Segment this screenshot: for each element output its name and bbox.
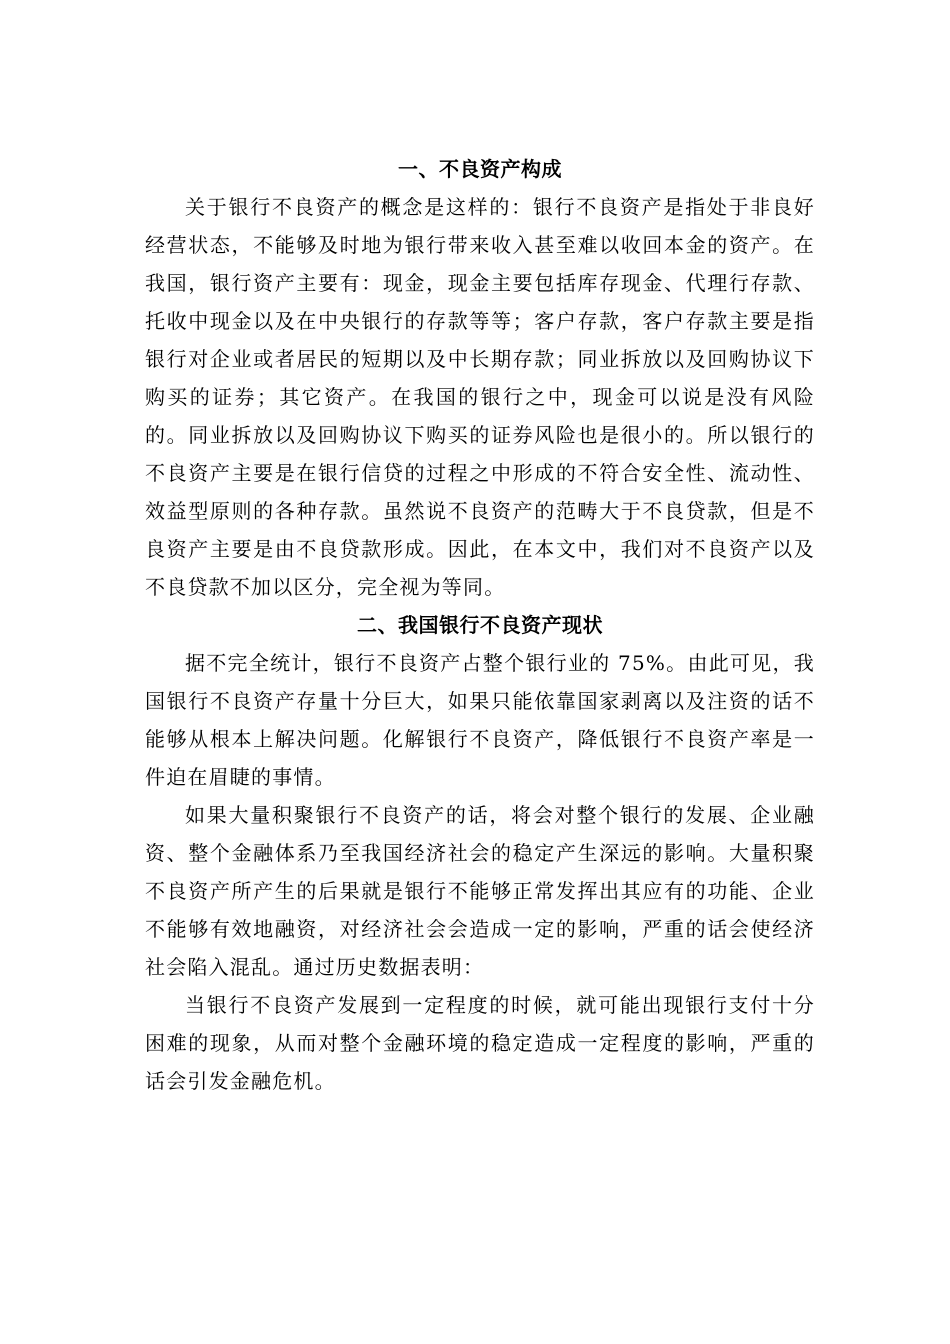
section-heading-2: 二、我国银行不良资产现状 xyxy=(357,613,603,637)
paragraph-4: 当银行不良资产发展到一定程度的时候，就可能出现银行支付十分困难的现象，从而对整个金融环境的稳定造成一定程度的影响，严重的话会引发金融危机。 xyxy=(145,993,815,1093)
paragraph-2: 据不完全统计，银行不良资产占整个银行业的 75%。由此可见，我国银行不良资产存量十分巨大，如果只能依靠国家剥离以及注资的话不能够从根本上解决问题。化解银行不良资产，降低银行不良资产率是一件迫在眉睫的事情。 xyxy=(145,651,815,789)
section-heading-1: 一、不良资产构成 xyxy=(398,157,562,181)
paragraph-3: 如果大量积聚银行不良资产的话，将会对整个银行的发展、企业融资、整个金融体系乃至我国经济社会的稳定产生深远的影响。大量积聚不良资产所产生的后果就是银行不能够正常发挥出其应有的功能、企业不能够有效地融资，对经济社会会造成一定的影响，严重的话会使经济社会陷入混乱。通过历史数据表明： xyxy=(145,803,815,979)
paragraph-1: 关于银行不良资产的概念是这样的：银行不良资产是指处于非良好经营状态，不能够及时地为银行带来收入甚至难以收回本金的资产。在我国，银行资产主要有：现金，现金主要包括库存现金、代理行存款、托收中现金以及在中央银行的存款等等；客户存款，客户存款主要是指银行对企业或者居民的短期以及中长期存款；同业拆放以及回购协议下购买的证券；其它资产。在我国的银行之中，现金可以说是没有风险的。同业拆放以及回购协议下购买的证券风险也是很小的。所以银行的不良资产主要是在银行信贷的过程之中形成的不符合安全性、流动性、效益型原则的各种存款。虽然说不良资产的范畴大于不良贷款，但是不良资产主要是由不良贷款形成。因此，在本文中，我们对不良资产以及不良贷款不加以区分，完全视为等同。 xyxy=(145,195,815,599)
document-page xyxy=(145,150,815,1100)
